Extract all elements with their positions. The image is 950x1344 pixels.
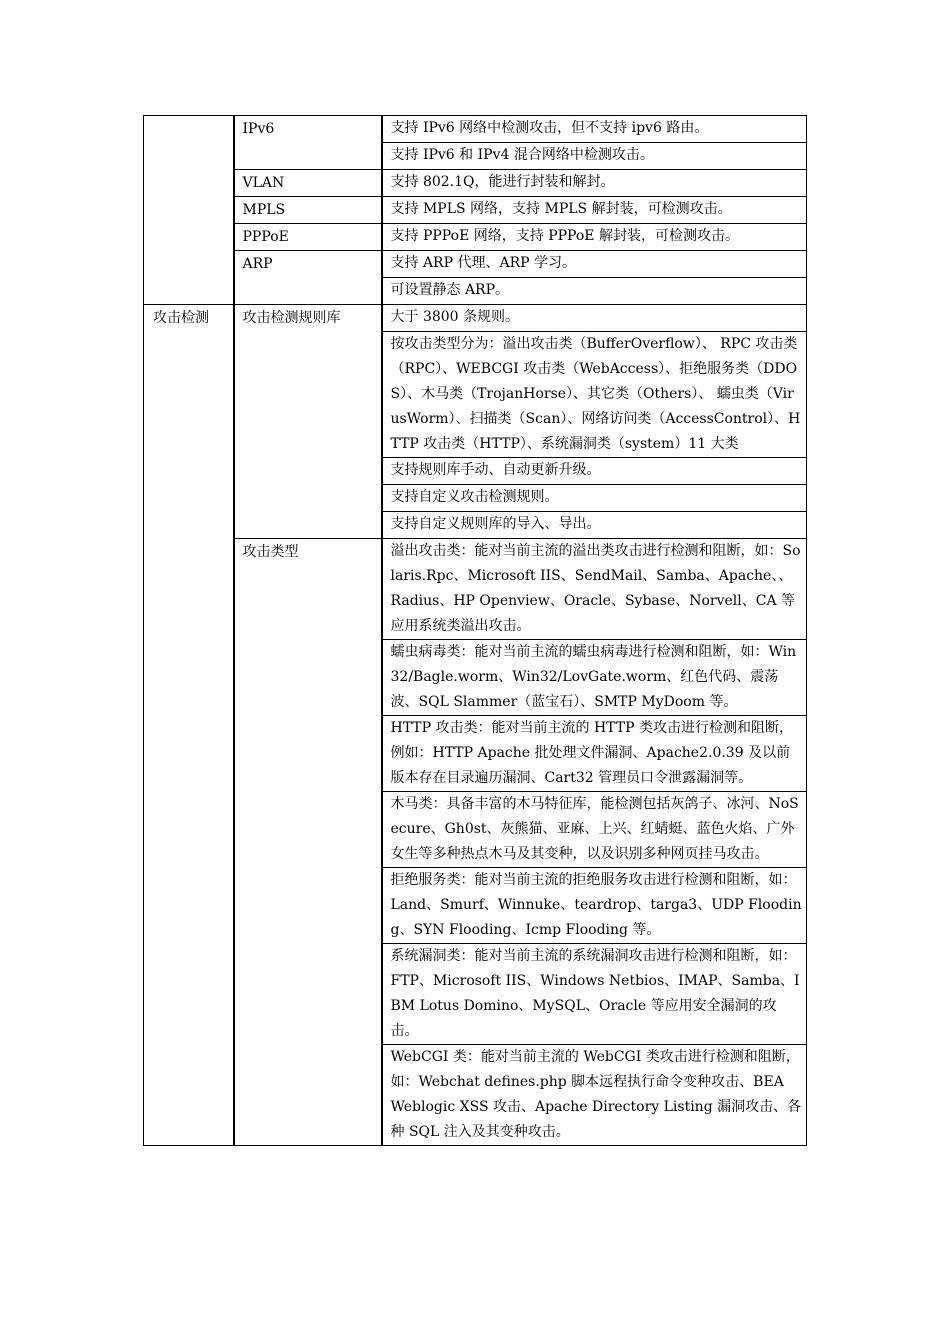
description-cell: HTTP 攻击类：能对当前主流的 HTTP 类攻击进行检测和阻断，例如：HTTP Apache 批处理文件漏洞、Apache2.0.39 及以前版本存在目录遍历漏洞、Cart32 管理员口令泄露漏洞等。 xyxy=(382,716,807,792)
spec-table-body xyxy=(144,116,807,1146)
feature-cell: PPPoE xyxy=(234,224,382,251)
category-cell: 攻击检测 xyxy=(144,305,234,1146)
description-cell: 蠕虫病毒类：能对当前主流的蠕虫病毒进行检测和阻断，如：Win32/Bagle.worm、Win32/LovGate.worm、红色代码、震荡波、SQL Slammer（蓝宝石）、SMTP MyDoom 等。 xyxy=(382,640,807,716)
spec-table xyxy=(143,115,807,1146)
feature-cell: IPv6 xyxy=(234,116,382,170)
table-row xyxy=(144,539,807,640)
table-row xyxy=(144,197,807,224)
description-cell: 支持 ARP 代理、ARP 学习。 xyxy=(382,251,807,278)
description-cell: WebCGI 类：能对当前主流的 WebCGI 类攻击进行检测和阻断，如：Webchat defines.php 脚本远程执行命令变种攻击、BEA Weblogic XSS 攻击、Apache Directory Listing 漏洞攻击、各种 SQL 注入及其变种攻击。 xyxy=(382,1045,807,1146)
table-row xyxy=(144,251,807,278)
table-row xyxy=(144,224,807,251)
feature-cell: 攻击检测规则库 xyxy=(234,305,382,539)
description-cell: 大于 3800 条规则。 xyxy=(382,305,807,332)
description-cell: 支持 IPv6 和 IPv4 混合网络中检测攻击。 xyxy=(382,143,807,170)
description-cell: 拒绝服务类：能对当前主流的拒绝服务攻击进行检测和阻断，如：Land、Smurf、Winnuke、teardrop、targa3、UDP Flooding、SYN Flooding、Icmp Flooding 等。 xyxy=(382,868,807,944)
description-cell: 可设置静态 ARP。 xyxy=(382,278,807,305)
feature-cell: 攻击类型 xyxy=(234,539,382,1146)
feature-cell: ARP xyxy=(234,251,382,305)
description-cell: 系统漏洞类：能对当前主流的系统漏洞攻击进行检测和阻断，如：FTP、Microsoft IIS、Windows Netbios、IMAP、Samba、IBM Lotus Domino、MySQL、Oracle 等应用安全漏洞的攻击。 xyxy=(382,944,807,1045)
description-cell: 按攻击类型分为：溢出攻击类（BufferOverflow）、 RPC 攻击类（RPC）、WEBCGI 攻击类（WebAccess）、拒绝服务类（DDOS）、木马类（TrojanHorse）、其它类（Others）、 蠕虫类（VirusWorm）、扫描类（Scan）、网络访问类（AccessControl）、HTTP 攻击类（HTTP）、系统漏洞类（system）11 大类 xyxy=(382,332,807,458)
description-cell: 支持 PPPoE 网络，支持 PPPoE 解封装，可检测攻击。 xyxy=(382,224,807,251)
description-cell: 溢出攻击类：能对当前主流的溢出类攻击进行检测和阻断，如：Solaris.Rpc、Microsoft IIS、SendMail、Samba、Apache、、Radius、HP Openview、Oracle、Sybase、Norvell、CA 等应用系统类溢出攻击。 xyxy=(382,539,807,640)
description-cell: 支持 802.1Q，能进行封装和解封。 xyxy=(382,170,807,197)
description-cell: 支持自定义攻击检测规则。 xyxy=(382,485,807,512)
description-cell: 支持 IPv6 网络中检测攻击，但不支持 ipv6 路由。 xyxy=(382,116,807,143)
table-row xyxy=(144,116,807,143)
category-cell xyxy=(144,116,234,305)
description-cell: 支持 MPLS 网络，支持 MPLS 解封装，可检测攻击。 xyxy=(382,197,807,224)
description-cell: 支持规则库手动、自动更新升级。 xyxy=(382,458,807,485)
feature-cell: VLAN xyxy=(234,170,382,197)
description-cell: 木马类：具备丰富的木马特征库，能检测包括灰鸽子、冰河、NoSecure、Gh0st、灰熊猫、亚麻、上兴、红蜻蜓、蓝色火焰、广外女生等多种热点木马及其变种，以及识别多种网页挂马攻击。 xyxy=(382,792,807,868)
feature-cell: MPLS xyxy=(234,197,382,224)
table-row xyxy=(144,170,807,197)
table-row xyxy=(144,305,807,332)
description-cell: 支持自定义规则库的导入、导出。 xyxy=(382,512,807,539)
